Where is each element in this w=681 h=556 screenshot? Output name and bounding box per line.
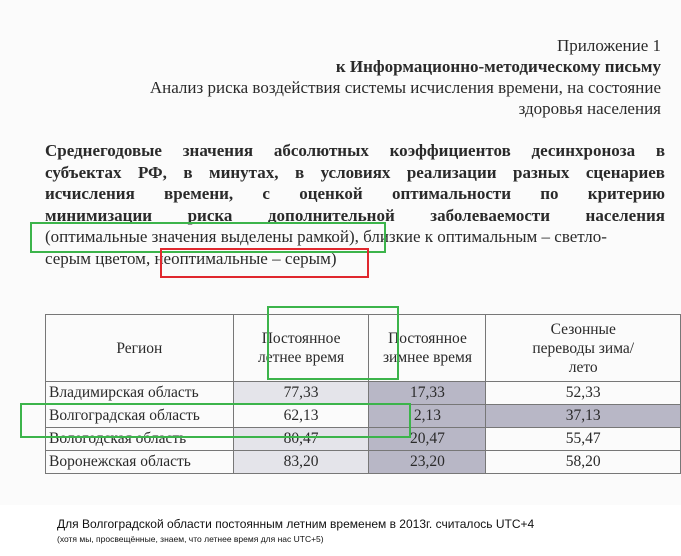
document-subtitle-line1: Анализ риска воздействия системы исчисления времени, на состояние bbox=[149, 78, 661, 97]
caption-optimal-note: (оптимальные значения выделены рамкой), bbox=[45, 227, 359, 246]
seasonal-value: 58,20 bbox=[486, 451, 681, 474]
letter-reference: к Информационно-методическому письму bbox=[335, 57, 661, 76]
seasonal-value: 55,47 bbox=[486, 428, 681, 451]
annotation-note: Для Волгоградской области постоянным летним временем в 2013г. считалось UTC+4 bbox=[57, 517, 535, 531]
winter-value: 20,47 bbox=[369, 428, 486, 451]
seasonal-value: 52,33 bbox=[486, 382, 681, 405]
summer-value: 77,33 bbox=[233, 382, 369, 405]
caption-near-optimal-note: близкие к оптимальным – светло- bbox=[358, 227, 607, 246]
table-row bbox=[46, 405, 681, 428]
table-row bbox=[46, 428, 681, 451]
caption-line bbox=[45, 248, 665, 270]
caption-line: исчисления времени, с оценкой оптимальности по критерию bbox=[45, 184, 665, 203]
caption-line: минимизации риска дополнительной заболеваемости населения bbox=[45, 205, 665, 225]
region-name: Владимирская область bbox=[46, 382, 234, 405]
header-summer-time: Постоянное летнее время bbox=[233, 315, 369, 382]
region-name: Воронежская область bbox=[46, 451, 234, 474]
caption-line: субъектах РФ, в минутах, в условиях реализации разных сценариев bbox=[45, 162, 665, 182]
summer-value: 62,13 bbox=[233, 405, 369, 428]
caption-line: Среднегодовые значения абсолютных коэффициентов десинхроноза в bbox=[45, 141, 665, 160]
caption-line bbox=[45, 226, 665, 248]
region-name: Волгоградская область bbox=[46, 405, 234, 428]
header-winter-time: Постоянное зимнее время bbox=[369, 315, 486, 382]
appendix-label: Приложение 1 bbox=[557, 36, 661, 55]
winter-value: 17,33 bbox=[369, 382, 486, 405]
winter-value: 23,20 bbox=[369, 451, 486, 474]
header-region: Регион bbox=[46, 315, 234, 382]
summer-value: 80,47 bbox=[233, 428, 369, 451]
region-table bbox=[45, 314, 681, 474]
caption-gray-note: серым цветом, bbox=[45, 248, 155, 268]
caption-nonoptimal-note: неоптимальные – серым) bbox=[154, 248, 337, 268]
table-header-row bbox=[46, 315, 681, 382]
seasonal-value: 37,13 bbox=[486, 405, 681, 428]
table-row bbox=[46, 382, 681, 405]
winter-value: 2,13 bbox=[369, 405, 486, 428]
annotation-subnote: (хотя мы, просвещённые, знаем, что летнее время для нас UTC+5) bbox=[57, 534, 324, 544]
table-caption bbox=[45, 140, 665, 269]
region-name: Вологодская область bbox=[46, 428, 234, 451]
summer-value: 83,20 bbox=[233, 451, 369, 474]
table-row bbox=[46, 451, 681, 474]
header-seasonal-change: Сезонные переводы зима/лето bbox=[486, 315, 681, 382]
document-subtitle-line2: здоровья населения bbox=[518, 99, 661, 118]
